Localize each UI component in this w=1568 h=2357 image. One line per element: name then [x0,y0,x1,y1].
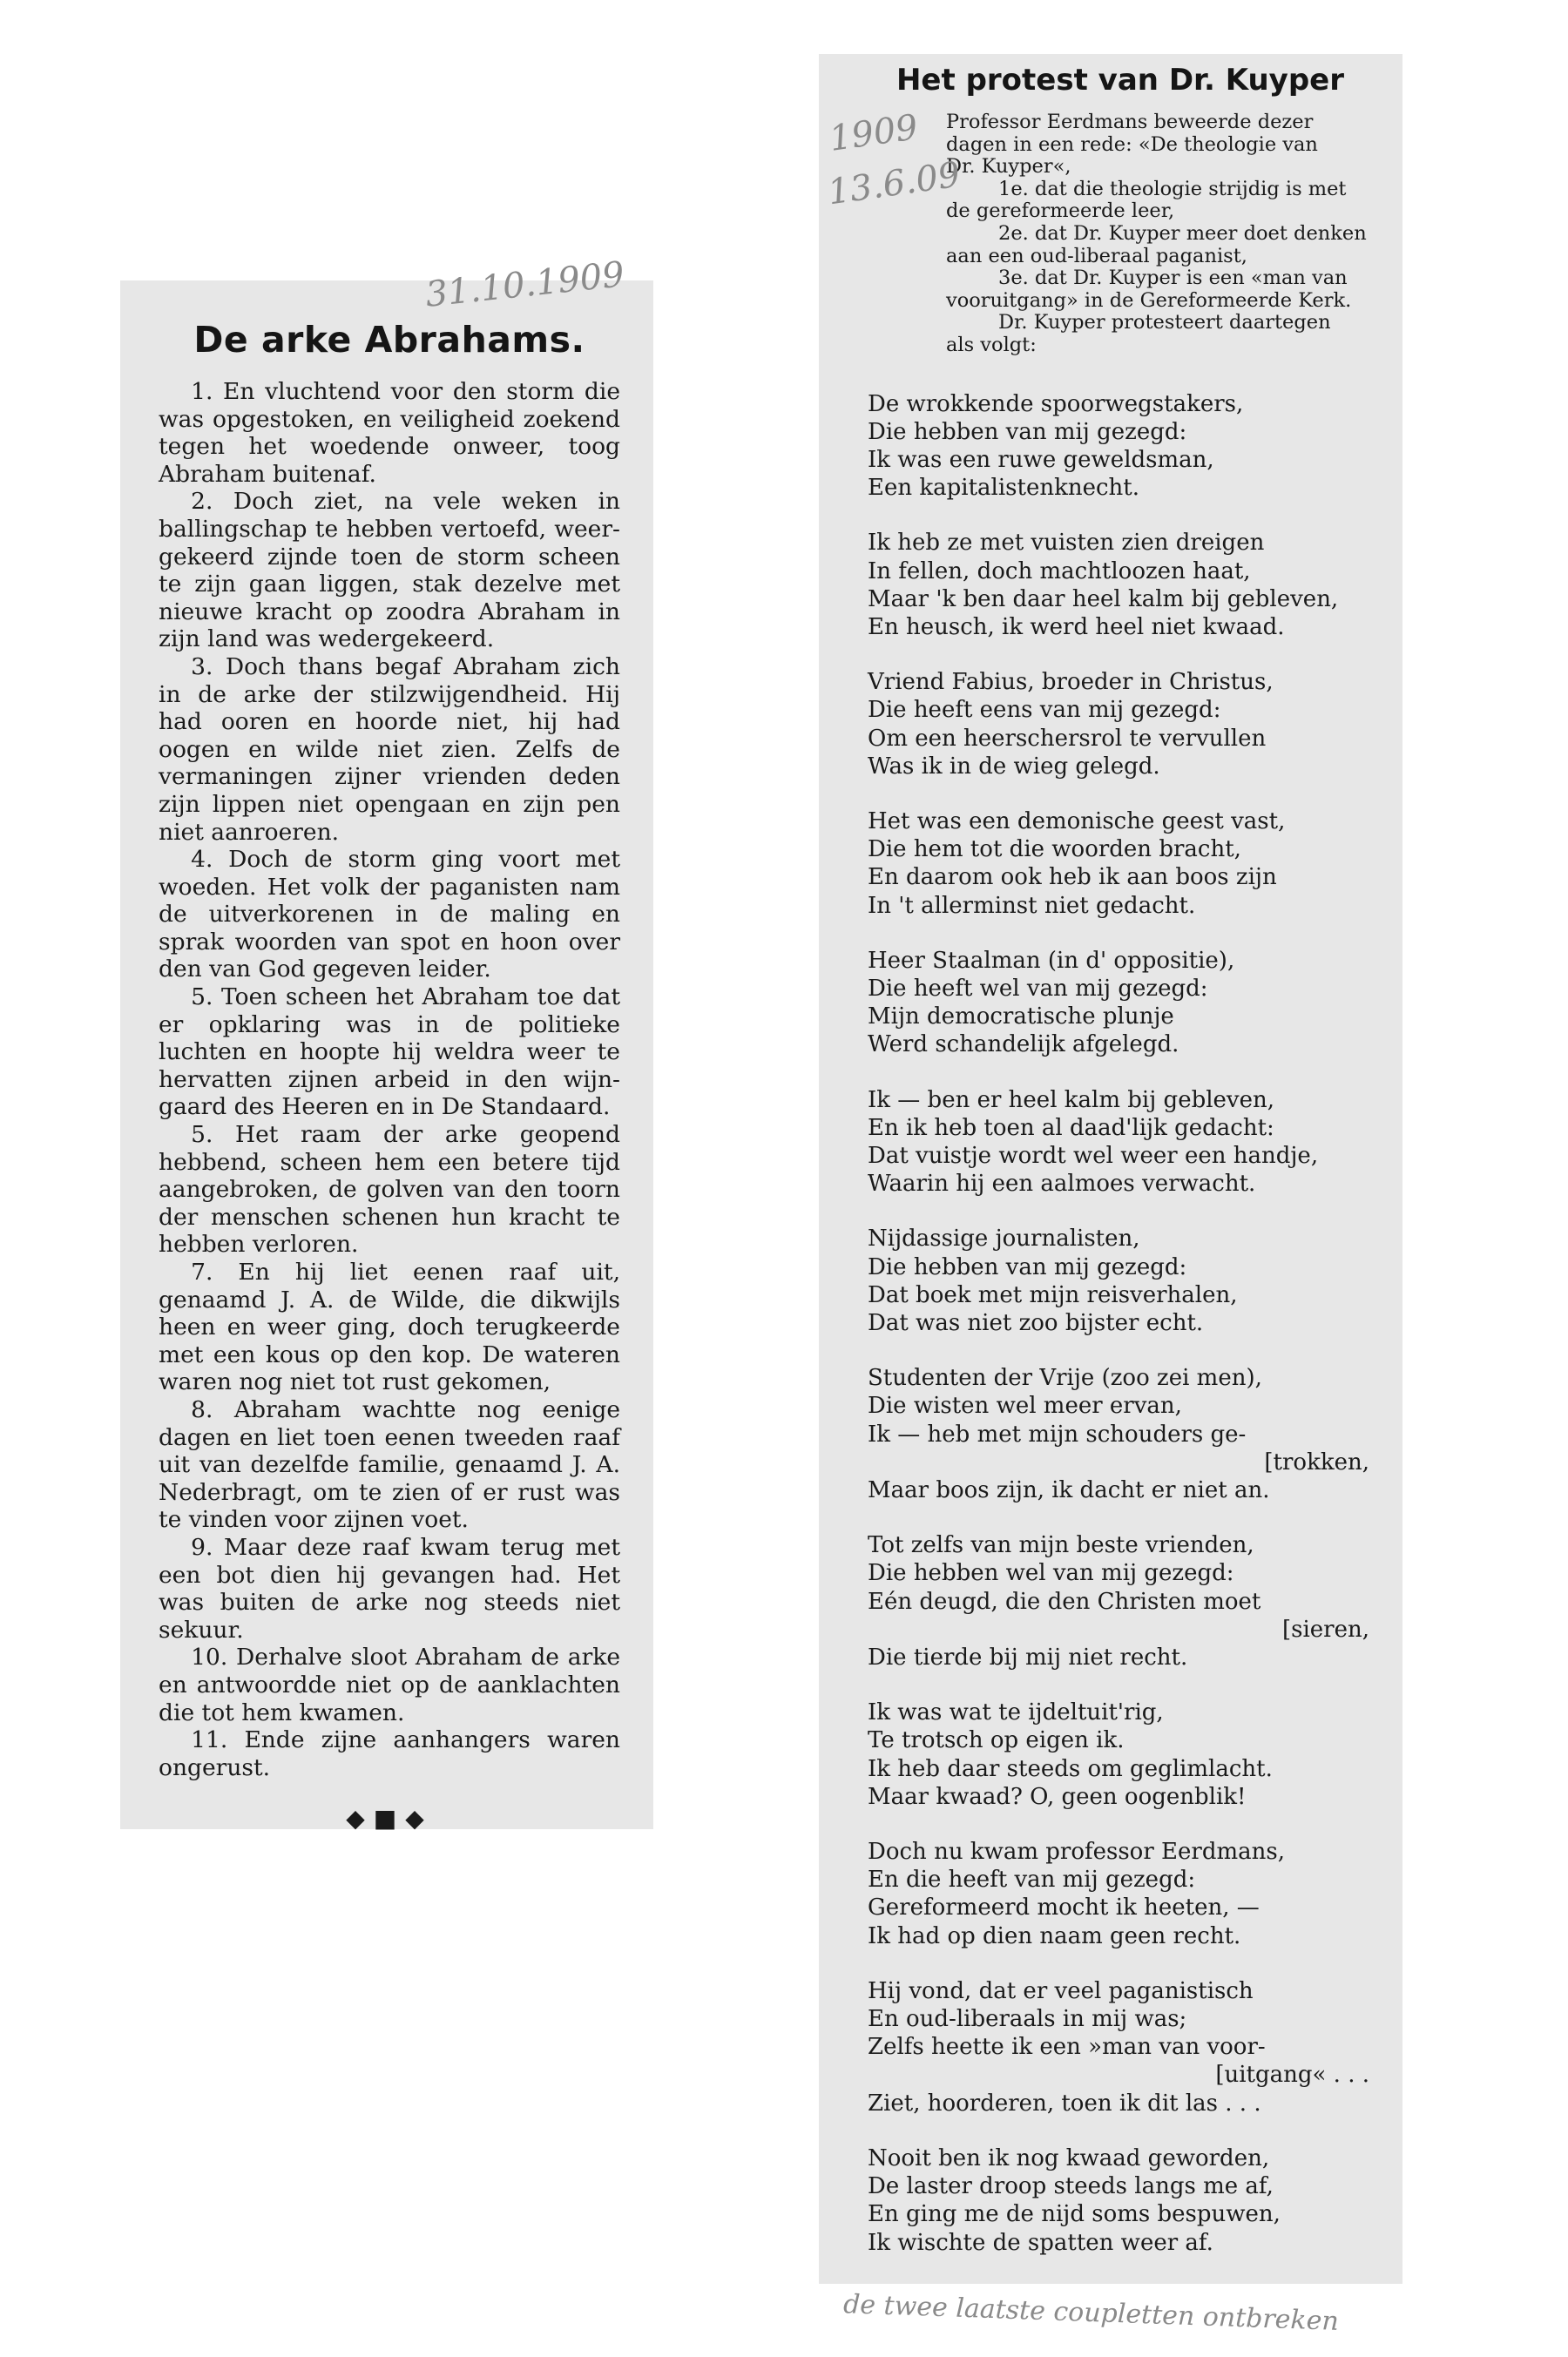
intro-line: als volgt: [946,333,1037,356]
article-paragraph: 5. Toen scheen het Abraham toe dat er opklaring was in de politieke luchten en hoopte hij weldra weer te hervatten zijnen arbeid in den wijngaard des Heeren en in De Standaard. [159,983,620,1121]
poem-line: Vriend Fabius, broeder in Christus, [868,669,1274,696]
poem-stanza [868,668,1373,780]
poem-line: En ik heb toen al daad'lijk gedacht: [868,1114,1274,1141]
poem-line: En die heeft van mij gezegd: [868,1867,1196,1894]
poem-line: Die heeft wel van mij gezegd: [868,975,1208,1002]
poem-line: Ik heb ze met vuisten zien dreigen [868,530,1265,557]
poem-line: Ik was een ruwe geweldsman, [868,446,1214,473]
poem-line: Die hebben van mij gezegd: [868,1253,1187,1280]
article-paragraph: 4. Doch de storm ging voort met woeden. Het volk der paganisten nam de uitverkorenen in de maling en sprak woorden van spot en hoon over den van God gegeven leider. [159,846,620,983]
poem-line: Hij vond, dat er veel paganistisch [868,1977,1254,2004]
poem-line: Die wisten wel meer ervan, [868,1393,1182,1420]
poem-line: En ging me de nijd soms bespuwen, [868,2201,1281,2228]
poem-line: Ik — heb met mijn schouders ge- [868,1421,1247,1448]
poem-line: Eén deugd, die den Christen moet [868,1588,1261,1615]
poem-line: Waarin hij een aalmoes verwacht. [868,1171,1256,1198]
article-paragraph: 10. Derhalve sloot Abraham de arke en antwoordde niet op de aanklachten die tot hem kwamen. [159,1644,620,1726]
poem-line: Ik was wat te ijdeltuit'rig, [868,1699,1164,1726]
poem-stanza [868,1225,1373,1337]
poem-line: De wrokkende spoorwegstakers, [868,390,1244,417]
poem-line: Ik heb daar steeds om geglimlacht. [868,1755,1273,1782]
poem-stanza [868,1364,1373,1504]
poem-stanza [868,1086,1373,1199]
article-title: De arke Abrahams. [193,319,585,361]
poem-stanza [868,1977,1373,2117]
handwritten-year: 1909 [827,107,921,159]
poem-stanza [868,2144,1373,2257]
intro-line: dagen in een rede: «De theologie van [946,132,1318,156]
poem-line: Maar boos zijn, ik dacht er niet an. [868,1477,1270,1504]
poem-line: Studenten der Vrije (zoo zei men), [868,1365,1262,1392]
poem-line: Die hebben wel van mij gezegd: [868,1560,1234,1587]
poem-stanza [868,1699,1373,1811]
poem-line: En oud-liberaals in mij was; [868,2006,1187,2033]
article-paragraph: 8. Abraham wachtte nog eenige dagen en liet toen eenen tweeden raaf uit van dezelfde familie, genaamd J. A. Nederbragt, om te zien of er rust was te vinden voor zijnen voet. [159,1395,620,1534]
poem-line: [sieren, [1281,1616,1369,1643]
clipping-de-arke-abrahams [120,280,653,1834]
poem-line: Mijn democratische plunje [868,1003,1174,1030]
article-title: Het protest van Dr. Kuyper [896,63,1345,98]
article-paragraph: 9. Maar deze raaf kwam terug met een bot dien hij gevangen had. Het was buiten de arke nog steeds niet sekuur. [159,1533,620,1644]
poem-line: En heusch, ik werd heel niet kwaad. [868,613,1285,640]
intro-line: vooruitgang» in de Gereformeerde Kerk. [946,288,1352,312]
intro-line: 1e. dat die theologie strijdig is met [998,177,1347,200]
poem-line: Zelfs heette ik een »man van voor- [868,2034,1266,2061]
article-body [159,378,620,1781]
clipping-het-protest-van-dr-kuyper [819,54,1402,2284]
poem-stanza [868,807,1373,920]
handwritten-footnote: de twee laatste coupletten ontbreken [842,2289,1340,2337]
article-intro [946,111,1373,357]
poem-line: Nijdassige journalisten, [868,1226,1140,1253]
poem-line: In fellen, doch machtloozen haat, [868,557,1251,584]
poem-line: Die heeft eens van mij gezegd: [868,697,1221,724]
poem-stanza [868,947,1373,1059]
poem-line: Het was een demonische geest vast, [868,807,1286,834]
poem-line: Werd schandelijk afgelegd. [868,1031,1179,1058]
poem-line: Tot zelfs van mijn beste vrienden, [868,1532,1254,1559]
poem-line: Die hebben van mij gezegd: [868,418,1187,445]
poem-line: Ziet, hoorderen, toen ik dit las . . . [868,2090,1261,2117]
intro-line: Dr. Kuyper«, [946,155,1071,179]
poem-line: Te trotsch op eigen ik. [868,1727,1125,1754]
intro-line: 2e. dat Dr. Kuyper meer doet denken [998,221,1367,245]
poem-line: Om een heerschersrol te vervullen [868,725,1267,752]
poem-line: Maar kwaad? O, geen oogenblik! [868,1783,1247,1810]
article-paragraph: 5. Het raam der arke geopend hebbend, scheen hem een betere tijd aangebroken, de golven van den toorn der menschen schenen hun kracht te hebben verloren. [159,1121,620,1259]
poem-line: Ik wischte de spatten weer af. [868,2229,1213,2256]
poem-line: [uitgang« . . . [1215,2062,1369,2089]
intro-line: Professor Eerdmans beweerde dezer [946,111,1314,133]
poem-line: Dat boek met mijn reisverhalen, [868,1281,1238,1308]
article-paragraph: 3. Doch thans begaf Abraham zich in de arke der stilzwijgendheid. Hij had ooren en hoorde niet, hij had oogen en wilde niet zien. Zelfs de vermaningen zijner vrienden deden zijn lippen niet opengaan en zijn pen niet aanroeren. [159,652,620,846]
handwritten-day: 13.6.09 [825,154,963,213]
poem-line: Een kapitalistenknecht. [868,475,1139,502]
poem-line: [trokken, [1264,1449,1369,1476]
intro-line: aan een oud-liberaal paganist, [946,244,1247,267]
poem-line: Ik — ben er heel kalm bij gebleven, [868,1086,1275,1113]
poem-line: Dat vuistje wordt wel weer een handje, [868,1143,1319,1169]
poem-line: Doch nu kwam professor Eerdmans, [868,1839,1285,1866]
article-paragraph: 11. Ende zijne aanhangers waren ongerust. [159,1726,620,1781]
poem-line: Was ik in de wieg gelegd. [868,753,1160,780]
poem-stanza [868,529,1373,641]
poem-stanza [868,390,1373,503]
handwritten-date: 31.10.1909 [423,254,626,315]
intro-line: 3e. dat Dr. Kuyper is een «man van [998,267,1348,290]
poem-line: Die tierde bij mij niet recht. [868,1644,1188,1672]
poem-line: Nooit ben ik nog kwaad geworden, [868,2144,1270,2171]
intro-line: de gereformeerde leer, [946,199,1175,223]
poem-stanza [868,1838,1373,1950]
intro-line: Dr. Kuyper protesteert daartegen [998,311,1331,334]
poem-line: Gereformeerd mocht ik heeten, — [868,1894,1260,1921]
poem [868,390,1373,2257]
ornament-divider: ◆■◆ [346,1804,433,1834]
poem-line: Ik had op dien naam geen recht. [868,1922,1241,1949]
article-paragraph: 2. Doch ziet, na vele weken in ballingschap te hebben vertoefd, weergekeerd zijnde toen de storm scheen te zijn gaan liggen, stak dezelve met nieuwe kracht op zoodra Abraham in zijn land was wedergekeerd. [159,488,620,653]
article-paragraph: 7. En hij liet eenen raaf uit, genaamd J. A. de Wilde, die dikwijls heen en weer ging, doch terugkeerde met een kous op den kop. De wateren waren nog niet tot rust gekomen, [159,1259,620,1396]
poem-stanza [868,1531,1373,1672]
poem-line: Die hem tot die woorden bracht, [868,836,1241,863]
poem-line: Maar 'k ben daar heel kalm bij gebleven, [868,585,1339,612]
poem-line: Dat was niet zoo bijster echt. [868,1310,1204,1337]
poem-line: En daarom ook heb ik aan boos zijn [868,864,1277,891]
article-paragraph: 1. En vluchtend voor den storm die was opgestoken, en veiligheid zoekend tegen het woedende onweer, toog Abraham buitenaf. [159,378,620,488]
poem-line: Heer Staalman (in d' oppositie), [868,947,1235,974]
poem-line: In 't allerminst niet gedacht. [868,892,1196,919]
poem-line: De laster droop steeds langs me af, [868,2173,1274,2200]
